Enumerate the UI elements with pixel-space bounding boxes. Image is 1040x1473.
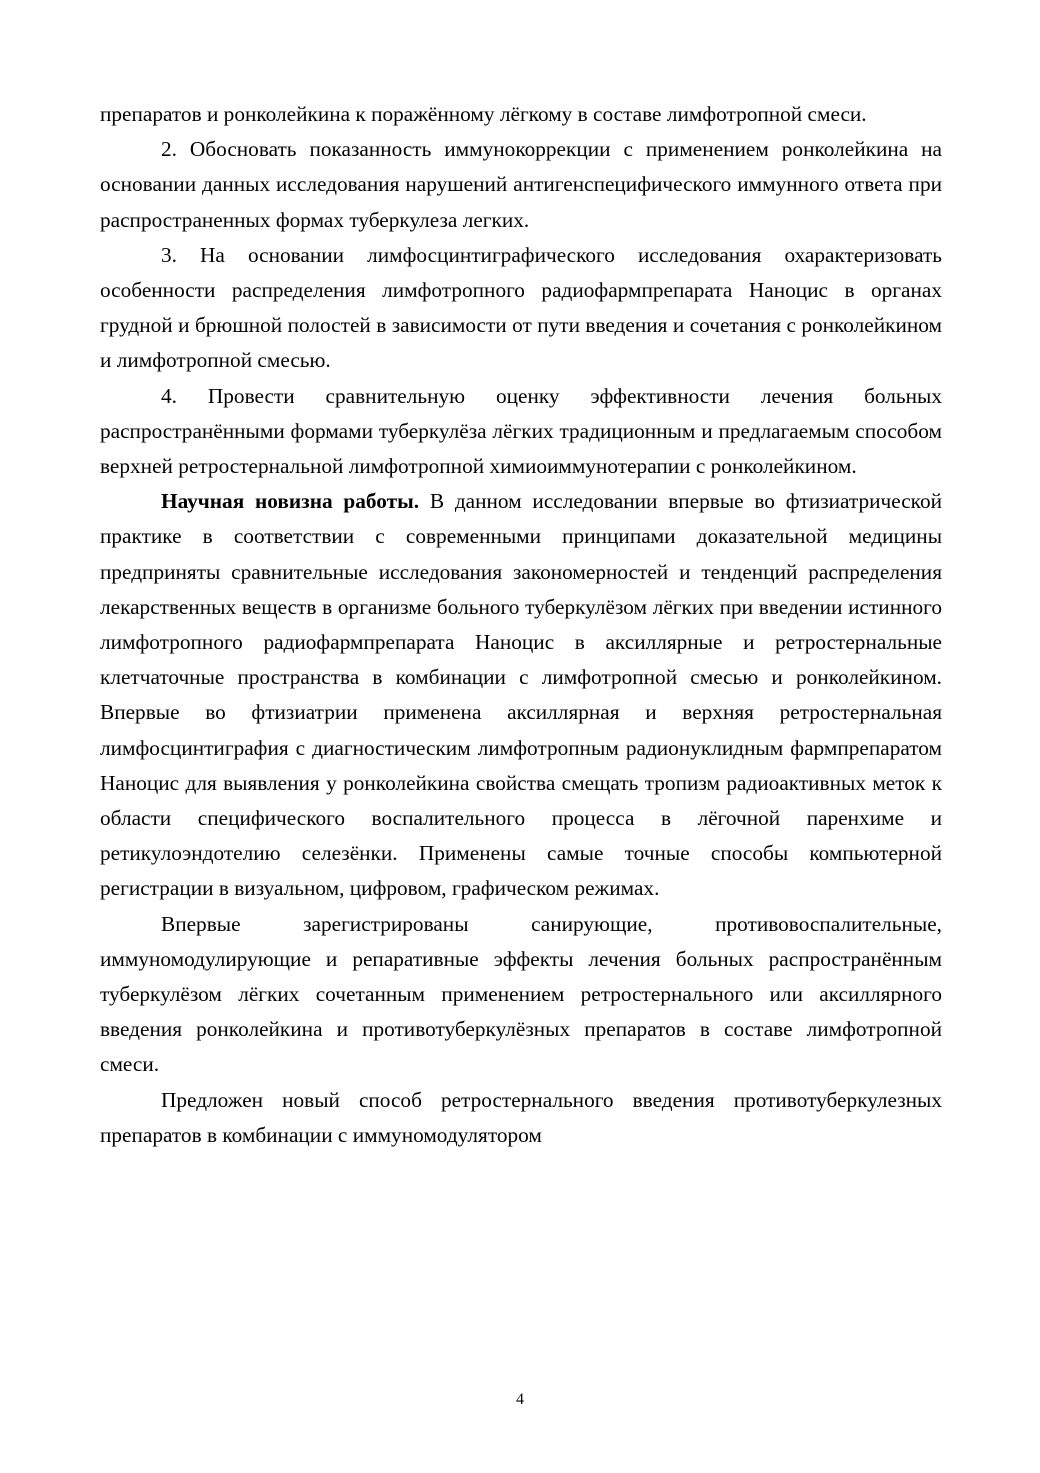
paragraph-task-3 xyxy=(100,238,942,379)
paragraph-first-registered xyxy=(100,907,942,1083)
paragraph-text: Предложен новый способ ретростернального введения противотуберкулезных препаратов в комбинации с иммуномодулятором xyxy=(100,1087,942,1147)
paragraph-text: Впервые зарегистрированы санирующие, противовоспалительные, иммуномодулирующие и репаративные эффекты лечения больных распространённым туберкулёзом лёгких сочетанным применением ретростернального или аксиллярного введения ронколейкина и противотуберкулёзных препаратов в составе лимфотропной смеси. xyxy=(100,911,942,1077)
paragraph-scientific-novelty xyxy=(100,484,942,906)
paragraph-text: 4. Провести сравнительную оценку эффективности лечения больных распространёнными формами туберкулёза лёгких традиционным и предлагаемым способом верхней ретростернальной лимфотропной химиоиммунотерапии с ронколейкином. xyxy=(100,383,942,479)
paragraph-text: 3. На основании лимфосцинтиграфического исследования охарактеризовать особенности распределения лимфотропного радиофармпрепарата Наноцис в органах грудной и брюшной полостей в зависимости от пути введения и сочетания с ронколейкином и лимфотропной смесью. xyxy=(100,242,942,373)
paragraph-proposed-method xyxy=(100,1083,942,1153)
paragraph-text: 2. Обосновать показанность иммунокоррекции с применением ронколейкина на основании данных исследования нарушений антигенспецифического иммунного ответа при распространенных формах туберкулеза легких. xyxy=(100,137,942,232)
paragraph-task-2 xyxy=(100,132,942,238)
page-number: 4 xyxy=(516,1391,524,1408)
document-page xyxy=(100,97,942,1153)
section-heading-inline: Научная новизна работы. xyxy=(161,489,420,514)
paragraph-task-4 xyxy=(100,379,942,485)
paragraph-text: В данном исследовании впервые во фтизиатрической практике в соответствии с современными принципами доказательной медицины предприняты сравнительные исследования закономерностей и тенденций распределения лекарственных веществ в организме больного туберкулёзом лёгких при введении истинного лимфотропного радиофармпрепарата Наноцис в аксиллярные и ретростернальные клетчаточные пространства в комбинации с лимфотропной смесью и ронколейкином. Впервые во фтизиатрии применена аксиллярная и верхняя ретростернальная лимфосцинтиграфия с диагностическим лимфотропным радионуклидным фармпрепаратом Наноцис для выявления у ронколейкина свойства смещать тропизм радиоактивных меток к области специфического воспалительного процесса в лёгочной паренхиме и ретикулоэндотелию селезёнки. Применены самые точные способы компьютерной регистрации в визуальном, цифровом, графическом режимах. xyxy=(100,489,942,901)
paragraph-continuation xyxy=(100,97,942,132)
paragraph-text: препаратов и ронколейкина к поражённому лёгкому в составе лимфотропной смеси. xyxy=(100,102,867,126)
